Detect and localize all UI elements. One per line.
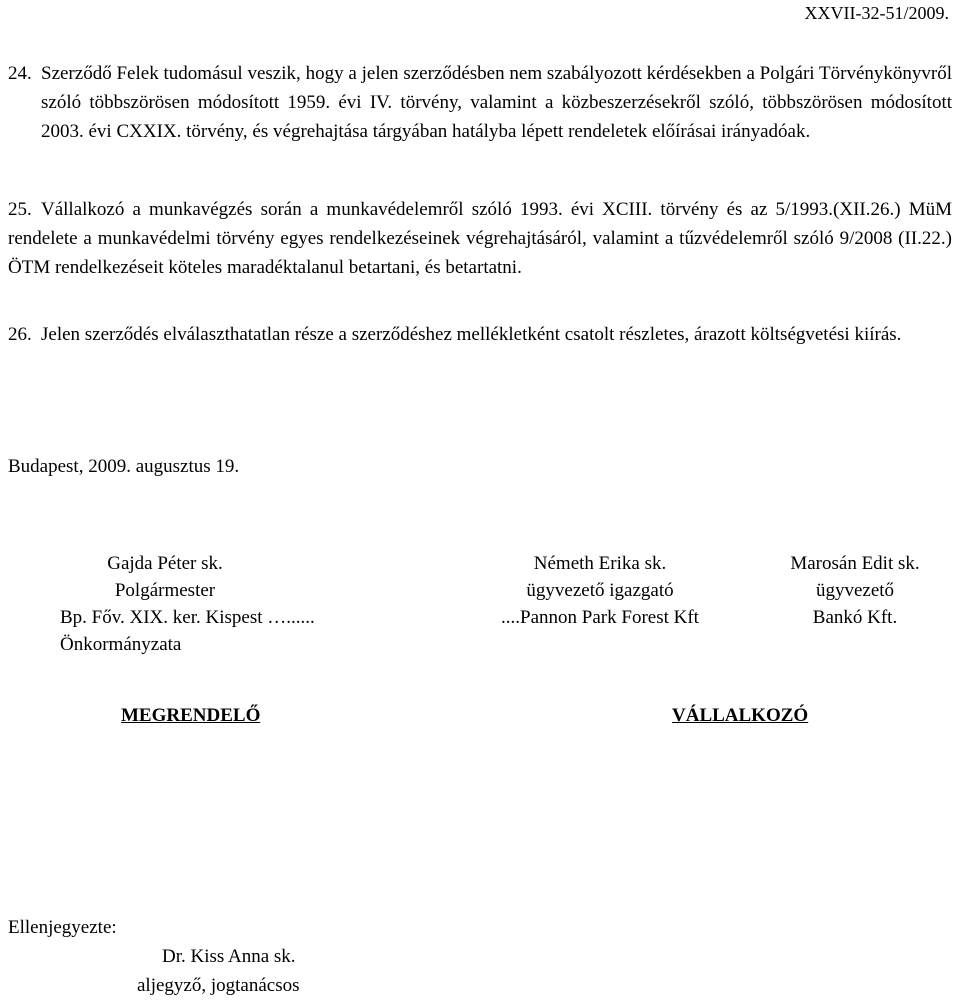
signatory-name: Németh Erika sk. [533, 553, 667, 574]
paragraph-text: Jelen szerződés elválaszthatatlan része a szerződéshez mellékletként csatolt részletes, árazott költségvetési kiírás. [41, 324, 902, 345]
paragraph-25 [8, 195, 952, 282]
signatory-manager [760, 550, 950, 631]
signatory-org: Bp. Főv. XIX. ker. Kispest …...... [60, 607, 315, 628]
paragraph-number: 24. [8, 63, 32, 84]
signatory-title: Polgármester [114, 580, 216, 601]
role-contractor: VÁLLALKOZÓ [672, 705, 809, 726]
countersign-name: Dr. Kiss Anna sk. [162, 946, 296, 967]
paragraph-26 [8, 320, 952, 349]
signatory-org: Bankó Kft. [812, 607, 898, 628]
document-reference: XXVII-32-51/2009. [804, 3, 949, 23]
place-date: Budapest, 2009. augusztus 19. [8, 456, 240, 477]
paragraph-number: 26. [8, 324, 32, 345]
paragraph-text: Szerződő Felek tudomásul veszik, hogy a jelen szerződésben nem szabályozott kérdésekben a Polgári Törvénykönyvről szóló többszörösen módosított 1959. évi IV. törvény, valamint a közbeszerzésekről szóló, többszörösen módosított 2003. évi CXXIX. törvény, és végrehajtása tárgyában hatályba lépett rendeletek előírásai irányadóak. [41, 63, 952, 142]
signatory-mayor [60, 550, 315, 658]
signatory-title: ügyvezető [815, 580, 895, 601]
signatory-org-line2: Önkormányzata [60, 634, 182, 655]
paragraph-number: 25. [8, 199, 32, 220]
signatory-title: ügyvezető igazgató [526, 580, 674, 601]
signatory-name: Gajda Péter sk. [107, 553, 223, 574]
signatory-managing-director [470, 550, 730, 631]
signatory-org: ....Pannon Park Forest Kft [501, 607, 699, 628]
role-client: MEGRENDELŐ [121, 705, 261, 726]
countersign-title: aljegyző, jogtanácsos [137, 975, 300, 996]
countersign-label: Ellenjegyezte: [8, 917, 117, 938]
paragraph-text: Vállalkozó a munkavégzés során a munkavédelemről szóló 1993. évi XCIII. törvény és az 5/1993.(XII.26.) MüM rendelete a munkavédelmi törvény egyes rendelkezéseinek végrehajtásáról, valamint a tűzvédelemről szóló 9/2008 (II.22.) ÖTM rendelkezéseit köteles maradéktalanul betartani, és betartatni. [8, 199, 952, 278]
paragraph-24 [8, 59, 952, 146]
signatory-name: Marosán Edit sk. [790, 553, 920, 574]
